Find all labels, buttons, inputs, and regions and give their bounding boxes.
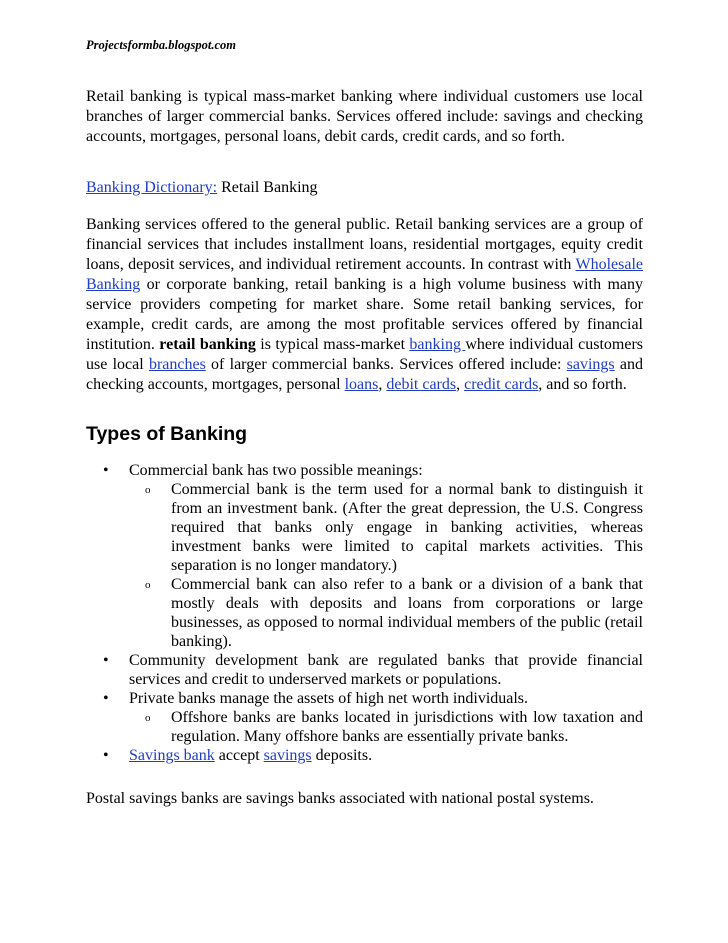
- bullet-icon: •: [103, 747, 109, 764]
- banking-dictionary-link[interactable]: Banking Dictionary:: [86, 179, 218, 196]
- list-item-text: deposits.: [311, 747, 373, 764]
- list-item: [86, 651, 643, 689]
- circle-bullet-icon: o: [145, 484, 151, 496]
- definition-text: is typical mass-market: [255, 336, 410, 353]
- loans-link[interactable]: loans: [344, 376, 379, 393]
- list-item-text: Private banks manage the assets of high net worth individuals.: [129, 690, 529, 707]
- dictionary-line: [86, 178, 643, 198]
- definition-text: or corporate banking, retail banking is a high volume business with many service providers competing for market share. Some retail banking services, for example, credit cards, are among the most profitable services offered by financial institution.: [86, 276, 643, 353]
- sub-list-item-text: Offshore banks are banks located in jurisdictions with low taxation and regulation. Many offshore banks are essentially private banks.: [171, 709, 643, 745]
- banking-link[interactable]: banking: [409, 336, 466, 353]
- credit-cards-link[interactable]: credit cards: [464, 376, 539, 393]
- postal-paragraph: Postal savings banks are savings banks associated with national postal systems.: [86, 790, 594, 807]
- definition-text: of larger commercial banks. Services offered include:: [205, 356, 567, 373]
- sub-list-item: [86, 575, 643, 651]
- savings-link[interactable]: savings: [566, 356, 615, 373]
- bullet-icon: •: [103, 462, 109, 479]
- circle-bullet-icon: o: [145, 579, 151, 591]
- list-item-text: Community development bank are regulated banks that provide financial services and credit to underserved markets or populations.: [129, 652, 643, 688]
- types-list: [86, 461, 643, 765]
- list-item-text: accept: [214, 747, 264, 764]
- list-item: [86, 689, 643, 708]
- definition-text: ,: [456, 376, 465, 393]
- site-header: Projectsformba.blogspot.com: [86, 38, 236, 52]
- definition-text: , and so forth.: [538, 376, 627, 393]
- circle-bullet-icon: o: [145, 712, 151, 724]
- definition-text: and checking accounts, mortgages, personal: [86, 356, 644, 393]
- list-item: [86, 746, 643, 765]
- sub-list-item: [86, 708, 643, 746]
- debit-cards-link[interactable]: debit cards: [386, 376, 457, 393]
- bullet-icon: •: [103, 690, 109, 707]
- retail-banking-bold: retail banking: [159, 336, 256, 353]
- definition-text: where individual customers use local: [86, 336, 644, 373]
- branches-link[interactable]: branches: [148, 356, 206, 373]
- types-heading: Types of Banking: [86, 423, 248, 445]
- definition-paragraph: [86, 215, 643, 395]
- sub-list-item-text: Commercial bank is the term used for a normal bank to distinguish it from an investment bank. (After the great depression, the U.S. Congress required that banks only engage in banking activities, whereas investment banks were limited to capital markets activities. This separation is no longer mandatory.): [171, 481, 643, 574]
- intro-paragraph: Retail banking is typical mass-market banking where individual customers use local branches of larger commercial banks. Services offered include: savings and checking accounts, mortgages, personal loans, debit cards, credit cards, and so forth.: [86, 88, 643, 145]
- bullet-icon: •: [103, 652, 109, 669]
- dictionary-term: Retail Banking: [217, 179, 318, 196]
- list-item: [86, 461, 643, 480]
- savings-link-2[interactable]: savings: [263, 747, 312, 764]
- sub-list-item: [86, 480, 643, 575]
- wholesale-banking-link[interactable]: Wholesale Banking: [86, 256, 643, 293]
- definition-text: Banking services offered to the general public. Retail banking services are a group of financial services that includes installment loans, residential mortgages, equity credit loans, deposit services, and individual retirement accounts. In contrast with: [86, 216, 643, 273]
- savings-bank-link[interactable]: Savings bank: [129, 747, 215, 764]
- list-item-text: Commercial bank has two possible meanings:: [129, 462, 423, 479]
- sub-list-item-text: Commercial bank can also refer to a bank or a division of a bank that mostly deals with deposits and loans from corporations or large businesses, as opposed to normal individual members of the public (retail banking).: [171, 576, 643, 650]
- definition-text: ,: [378, 376, 387, 393]
